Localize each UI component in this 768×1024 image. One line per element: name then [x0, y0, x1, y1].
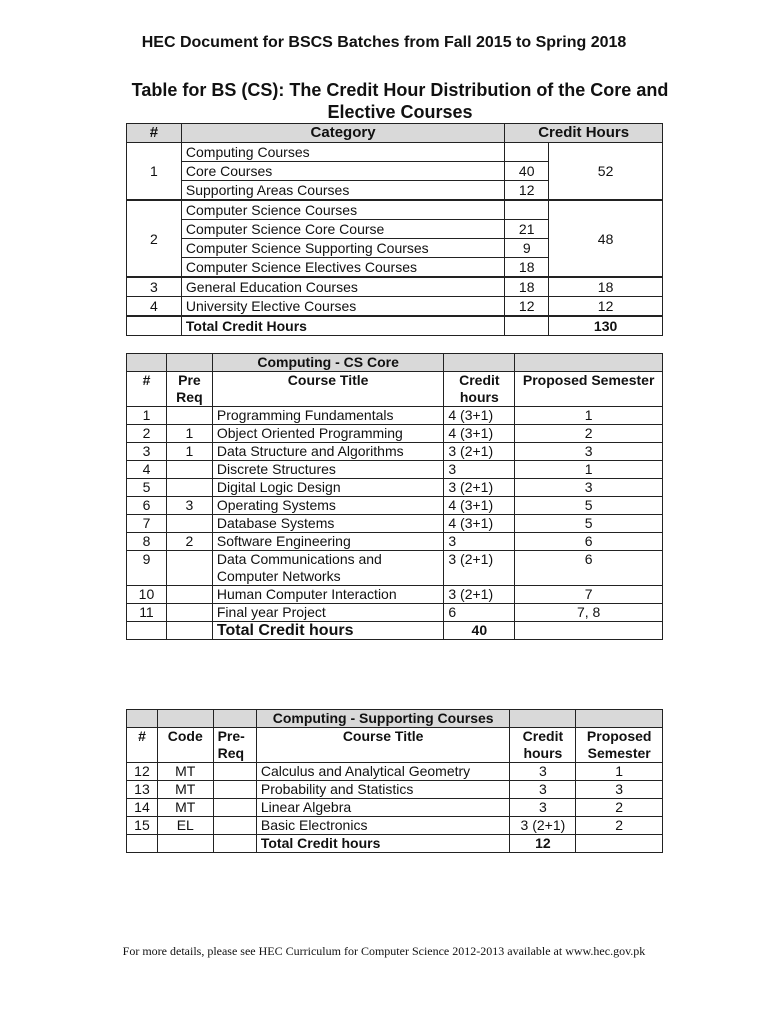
col-header-num: # [127, 372, 167, 407]
group-total-cell: 48 [549, 200, 663, 277]
row-number: 2 [127, 200, 182, 277]
table-row [127, 425, 663, 443]
col-header-code: Code [157, 728, 213, 763]
prereq-cell [213, 817, 256, 835]
credit-cell: 4 (3+1) [444, 425, 515, 443]
course-title-cell: Programming Fundamentals [212, 407, 444, 425]
col-header-category: Category [181, 124, 504, 143]
group-total-cell: 52 [549, 143, 663, 201]
course-title-cell: Linear Algebra [256, 799, 510, 817]
credit-cell: 9 [505, 239, 549, 258]
credit-cell: 21 [505, 220, 549, 239]
credit-cell [505, 143, 549, 162]
col-header-semester: Proposed Semester [515, 372, 663, 407]
table-row [127, 781, 663, 799]
col-header-prereq: Pre Req [166, 372, 212, 407]
semester-cell: 2 [576, 817, 663, 835]
col-header-prereq: Pre-Req [213, 728, 256, 763]
course-title-cell: Software Engineering [212, 533, 444, 551]
prereq-cell [213, 781, 256, 799]
row-number: 2 [127, 425, 167, 443]
table-caption: Computing - Supporting Courses [256, 710, 510, 728]
row-number: 10 [127, 586, 167, 604]
semester-cell: 7, 8 [515, 604, 663, 622]
semester-cell: 2 [576, 799, 663, 817]
row-number: 5 [127, 479, 167, 497]
row-number: 3 [127, 443, 167, 461]
semester-cell: 1 [576, 763, 663, 781]
row-number: 12 [127, 763, 158, 781]
code-cell: EL [157, 817, 213, 835]
row-number: 14 [127, 799, 158, 817]
row-number: 11 [127, 604, 167, 622]
table-row [127, 407, 663, 425]
course-title-cell: Probability and Statistics [256, 781, 510, 799]
category-cell: Supporting Areas Courses [181, 181, 504, 201]
semester-cell: 6 [515, 533, 663, 551]
credit-cell: 18 [505, 258, 549, 278]
semester-cell: 2 [515, 425, 663, 443]
group-total-cell: 18 [549, 277, 663, 297]
total-row [127, 622, 663, 640]
course-title-cell: Object Oriented Programming [212, 425, 444, 443]
semester-cell: 3 [576, 781, 663, 799]
row-number: 1 [127, 143, 182, 201]
credit-cell: 12 [505, 297, 549, 317]
col-header-course-title: Course Title [256, 728, 510, 763]
course-title-cell: Operating Systems [212, 497, 444, 515]
category-cell: Computer Science Core Course [181, 220, 504, 239]
table-row [127, 297, 663, 317]
credit-cell: 4 (3+1) [444, 515, 515, 533]
credit-cell: 4 (3+1) [444, 407, 515, 425]
table-row [127, 143, 663, 162]
course-title-cell: Human Computer Interaction [212, 586, 444, 604]
col-header-course-title: Course Title [212, 372, 444, 407]
credit-cell: 40 [505, 162, 549, 181]
row-number: 6 [127, 497, 167, 515]
table-row [127, 479, 663, 497]
category-cell: Core Courses [181, 162, 504, 181]
code-cell: MT [157, 799, 213, 817]
course-title-cell: Database Systems [212, 515, 444, 533]
credit-distribution-table [126, 123, 663, 336]
row-number: 4 [127, 297, 182, 317]
category-cell: General Education Courses [181, 277, 504, 297]
credit-cell: 18 [505, 277, 549, 297]
table-row [127, 443, 663, 461]
prereq-cell [166, 586, 212, 604]
row-number: 9 [127, 551, 167, 586]
semester-cell: 3 [515, 443, 663, 461]
total-row [127, 835, 663, 853]
table-row [127, 515, 663, 533]
col-header-semester: Proposed Semester [576, 728, 663, 763]
prereq-cell [166, 604, 212, 622]
col-header-credit-hours: Credit hours [444, 372, 515, 407]
cs-core-table [126, 353, 663, 640]
credit-cell: 3 [444, 461, 515, 479]
table-row [127, 461, 663, 479]
row-number: 4 [127, 461, 167, 479]
semester-cell: 6 [515, 551, 663, 586]
category-cell: University Elective Courses [181, 297, 504, 317]
total-value: 12 [510, 835, 576, 853]
course-title-cell: Final year Project [212, 604, 444, 622]
col-header-credit-hours: Credit Hours [505, 124, 663, 143]
semester-cell: 1 [515, 461, 663, 479]
credit-cell [505, 200, 549, 220]
table-row [127, 533, 663, 551]
row-number: 1 [127, 407, 167, 425]
category-cell: Computing Courses [181, 143, 504, 162]
category-cell: Computer Science Electives Courses [181, 258, 504, 278]
total-label: Total Credit hours [212, 622, 444, 640]
credit-cell: 3 (2+1) [444, 479, 515, 497]
code-cell: MT [157, 763, 213, 781]
semester-cell: 5 [515, 515, 663, 533]
row-number: 7 [127, 515, 167, 533]
row-number: 15 [127, 817, 158, 835]
table-row [127, 277, 663, 297]
credit-cell: 6 [444, 604, 515, 622]
prereq-cell [213, 763, 256, 781]
table-row [127, 604, 663, 622]
prereq-cell: 3 [166, 497, 212, 515]
total-value: 40 [444, 622, 515, 640]
prereq-cell [213, 799, 256, 817]
group-total-cell: 12 [549, 297, 663, 317]
course-title-cell: Data Structure and Algorithms [212, 443, 444, 461]
table-row [127, 817, 663, 835]
table-row [127, 200, 663, 220]
credit-cell: 3 (2+1) [444, 551, 515, 586]
table-row [127, 763, 663, 781]
course-title-cell: Discrete Structures [212, 461, 444, 479]
row-number: 8 [127, 533, 167, 551]
semester-cell: 3 [515, 479, 663, 497]
credit-cell: 3 (2+1) [444, 586, 515, 604]
course-title-cell: Digital Logic Design [212, 479, 444, 497]
course-title-cell: Calculus and Analytical Geometry [256, 763, 510, 781]
credit-cell: 3 [510, 799, 576, 817]
prereq-cell [166, 461, 212, 479]
credit-cell: 3 [510, 763, 576, 781]
col-header-num: # [127, 728, 158, 763]
category-cell: Computer Science Supporting Courses [181, 239, 504, 258]
total-value: 130 [549, 316, 663, 336]
category-cell: Computer Science Courses [181, 200, 504, 220]
credit-cell: 3 [444, 533, 515, 551]
credit-cell: 12 [505, 181, 549, 201]
total-label: Total Credit hours [256, 835, 510, 853]
semester-cell: 1 [515, 407, 663, 425]
course-title-cell: Data Communications and Computer Networks [212, 551, 444, 586]
table-row [127, 586, 663, 604]
course-title-cell: Basic Electronics [256, 817, 510, 835]
prereq-cell [166, 407, 212, 425]
semester-cell: 5 [515, 497, 663, 515]
total-row [127, 316, 663, 336]
prereq-cell [166, 551, 212, 586]
document-title: HEC Document for BSCS Batches from Fall 2015 to Spring 2018 [141, 34, 627, 51]
table-caption: Computing - CS Core [212, 354, 444, 372]
prereq-cell: 2 [166, 533, 212, 551]
prereq-cell: 1 [166, 443, 212, 461]
code-cell: MT [157, 781, 213, 799]
credit-cell: 3 [510, 781, 576, 799]
credit-cell: 4 (3+1) [444, 497, 515, 515]
table-row [127, 551, 663, 586]
footer-note: For more details, please see HEC Curriculum for Computer Science 2012-2013 available at www.hec.gov.pk [122, 944, 646, 958]
semester-cell: 7 [515, 586, 663, 604]
prereq-cell: 1 [166, 425, 212, 443]
row-number: 3 [127, 277, 182, 297]
col-header-credit-hours: Credit hours [510, 728, 576, 763]
row-number: 13 [127, 781, 158, 799]
prereq-cell [166, 515, 212, 533]
prereq-cell [166, 479, 212, 497]
credit-cell: 3 (2+1) [444, 443, 515, 461]
total-label: Total Credit Hours [181, 316, 504, 336]
table-row [127, 799, 663, 817]
supporting-courses-table [126, 709, 663, 853]
credit-cell: 3 (2+1) [510, 817, 576, 835]
col-header-num: # [127, 124, 182, 143]
table-heading: Table for BS (CS): The Credit Hour Distribution of the Core and Elective Courses [131, 80, 669, 122]
table-row [127, 497, 663, 515]
